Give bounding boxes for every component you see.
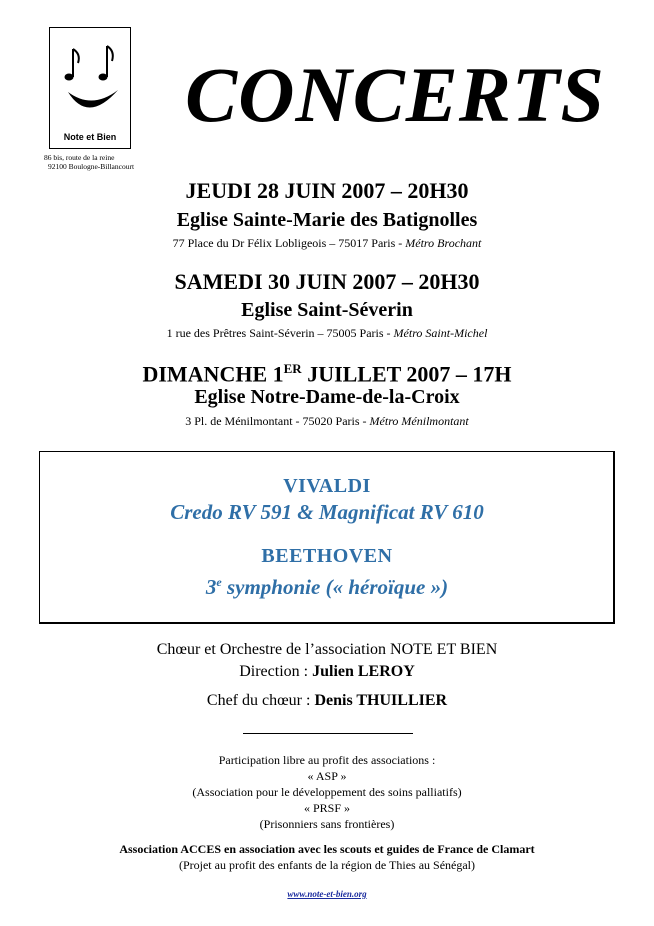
acces-desc: (Projet au profit des enfants de la région de Thies au Sénégal) bbox=[178, 858, 475, 872]
logo-label: Note et Bien bbox=[63, 132, 117, 142]
concert-3-venue: Eglise Notre-Dame-de-la-Croix bbox=[194, 386, 460, 408]
composer-vivaldi: VIVALDI bbox=[283, 475, 371, 497]
composer-beethoven: BEETHOVEN bbox=[261, 545, 393, 567]
direction-line: Direction : Julien LEROY bbox=[239, 663, 415, 680]
page-title: CONCERTS bbox=[185, 51, 605, 138]
concert-3-address: 3 Pl. de Ménilmontant - 75020 Paris - Métro Ménilmontant bbox=[185, 414, 469, 428]
website-wrapper bbox=[0, 884, 654, 902]
concert-2-address: 1 rue des Prêtres Saint-Séverin – 75005 Paris - Métro Saint-Michel bbox=[166, 326, 488, 340]
participation-text: Participation libre au profit des associations : bbox=[218, 753, 436, 767]
concert-1-address: 77 Place du Dr Félix Lobligeois – 75017 Paris - Métro Brochant bbox=[172, 236, 482, 250]
work-vivaldi: Credo RV 591 & Magnificat RV 610 bbox=[170, 500, 484, 524]
logo-address: 86 bis, route de la reine 92100 Boulogne-Billancourt bbox=[44, 153, 135, 171]
prsf-name: « PRSF » bbox=[303, 801, 351, 815]
asp-desc: (Association pour le développement des soins palliatifs) bbox=[192, 785, 462, 799]
asp-name: « ASP » bbox=[307, 769, 347, 783]
ensemble-line: Chœur et Orchestre de l’association NOTE ET BIEN bbox=[156, 641, 498, 658]
website-link[interactable]: www.note-et-bien.org bbox=[287, 889, 367, 899]
logo bbox=[49, 27, 131, 149]
music-face-icon bbox=[50, 28, 130, 133]
choir-line: Chef du chœur : Denis THUILLIER bbox=[206, 692, 448, 709]
concert-2-date: SAMEDI 30 JUIN 2007 – 20H30 bbox=[174, 269, 480, 294]
concert-3-date: DIMANCHE 1ER JUILLET 2007 – 17H bbox=[142, 361, 512, 387]
work-beethoven: 3e symphonie (« héroïque ») bbox=[205, 575, 449, 599]
divider bbox=[243, 733, 413, 734]
prsf-desc: (Prisonniers sans frontières) bbox=[259, 817, 395, 831]
concert-1-venue: Eglise Sainte-Marie des Batignolles bbox=[176, 209, 478, 231]
concert-2-venue: Eglise Saint-Séverin bbox=[241, 299, 413, 321]
acces-line: Association ACCES en association avec les scouts et guides de France de Clamart bbox=[119, 842, 535, 856]
concert-1-date: JEUDI 28 JUIN 2007 – 20H30 bbox=[185, 178, 469, 203]
